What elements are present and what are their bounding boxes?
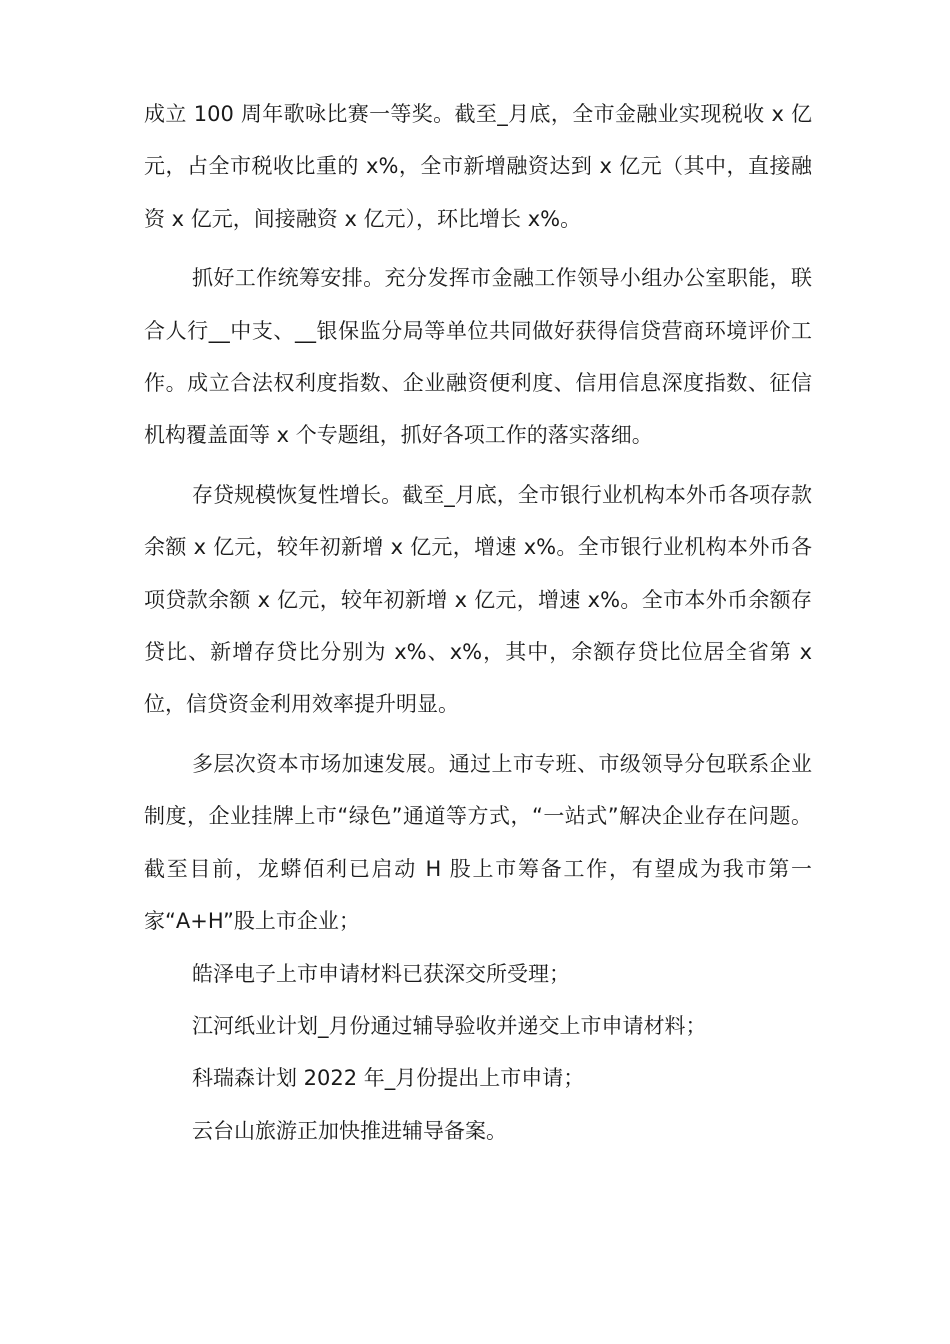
list-item-haoze: 皓泽电子上市申请材料已获深交所受理； — [192, 961, 570, 986]
list-item-yuntaishan: 云台山旅游正加快推进辅导备案。 — [192, 1118, 507, 1143]
paragraph-deposit-loan-growth: 存贷规模恢复性增长。截至_月底，全市银行业机构本外币各项存款余额 x 亿元，较年初新增 x 亿元，增速 x%。全市银行业机构本外币各项贷款余额 x 亿元，较年初新增 x 亿元，增速 x%。全市本外币余额存贷比、新增存贷比分别为 x%、x%，其中，余额存贷比位居全省第 x 位，信贷资金利用效率提升明显。 — [144, 482, 812, 717]
paragraph-work-coordination: 抓好工作统筹安排。充分发挥市金融工作领导小组办公室职能，联合人行__中支、__银保监分局等单位共同做好获得信贷营商环境评价工作。成立合法权利度指数、企业融资便利度、信用信息深度指数、征信机构覆盖面等 x 个专题组，抓好各项工作的落实落细。 — [144, 266, 812, 448]
paragraph-continuation: 成立 100 周年歌咏比赛一等奖。截至_月底，全市金融业实现税收 x 亿元，占全市税收比重的 x%，全市新增融资达到 x 亿元（其中，直接融资 x 亿元，间接融资 x 亿元），环比增长 x%。 — [144, 102, 812, 231]
document-body — [144, 88, 812, 1157]
list-item-jianghe: 江河纸业计划_月份通过辅导验收并递交上市申请材料； — [192, 1013, 707, 1038]
list-item-kerisen: 科瑞森计划 2022 年_月份提出上市申请； — [192, 1066, 585, 1091]
paragraph-capital-market: 多层次资本市场加速发展。通过上市专班、市级领导分包联系企业制度，企业挂牌上市“绿色”通道等方式，“一站式”解决企业存在问题。截至目前，龙蟒佰利已启动 H 股上市筹备工作，有望成为我市第一家“A+H”股上市企业； — [144, 751, 812, 934]
